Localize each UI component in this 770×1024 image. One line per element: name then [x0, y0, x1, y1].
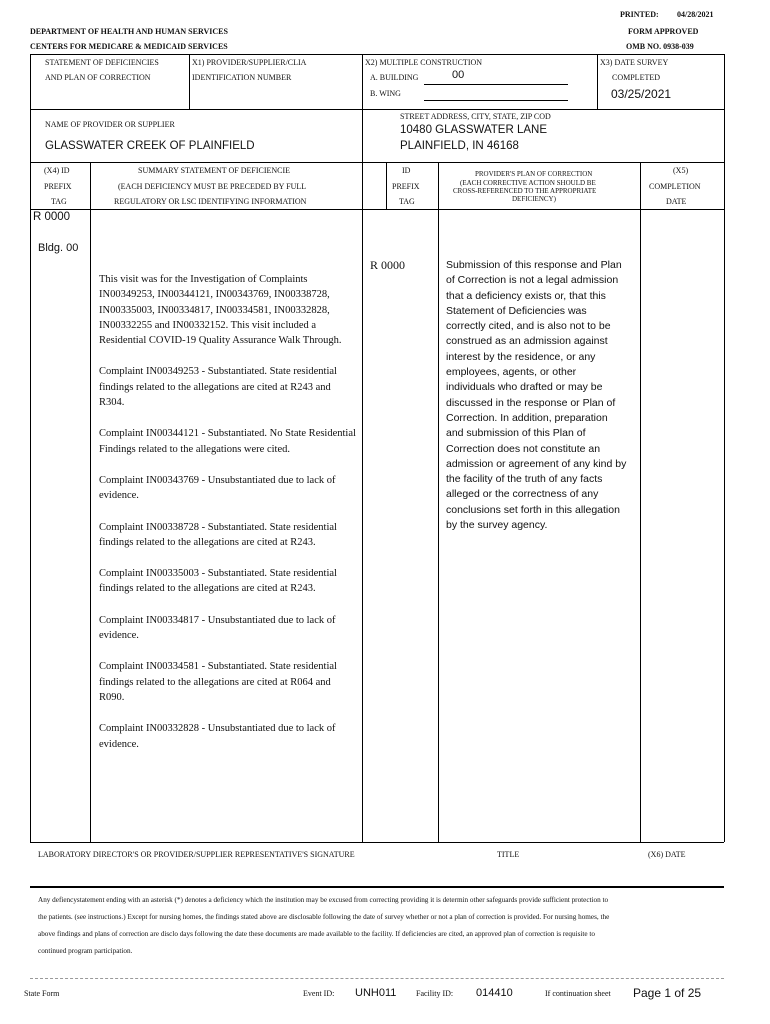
statement-label-1: STATEMENT OF DEFICIENCIES	[45, 58, 159, 67]
left-id-tag: R 0000	[33, 211, 71, 223]
id-label-1: ID	[402, 166, 411, 175]
address-line-1: 10480 GLASSWATER LANE	[400, 124, 548, 136]
printed-label: PRINTED:	[620, 10, 659, 19]
summary-paragraph: This visit was for the Investigation of Complaints IN00349253, IN00344121, IN00343769, IN00338728, IN00335003, IN00334817, IN00334581, IN00332828, IN00332255 and IN00332152. This visit included a Residential COVID-19 Quality Assurance Walk Through.	[99, 274, 342, 347]
summary-statement	[99, 272, 357, 768]
department-name: DEPARTMENT OF HEALTH AND HUMAN SERVICES	[30, 27, 228, 36]
title-label: TITLE	[497, 850, 520, 859]
plan-of-correction-text: Submission of this response and Plan of Correction is not a legal admission that a deficiency exists or, that this Statement of Deficiencies was correctly cited, and is also not to be construed as an admission against interest by the residence, or any employees, agents, or other individuals who drafted or may be discussed in the response or Plan of Correction. In addition, preparation and submission of this Plan of Correction does not constitute an admission or agreement of any kind by the facility of the truth of any facts alleged or the correctness of any conclusions set forth in this allegation by the survey agency.	[446, 259, 627, 532]
facility-id-label: Facility ID:	[416, 989, 454, 998]
signature-label: LABORATORY DIRECTOR'S OR PROVIDER/SUPPLIER REPRESENTATIVE'S SIGNATURE	[38, 850, 355, 859]
summary-paragraph: Complaint IN00349253 - Substantiated. State residential findings related to the allegations are cited at R243 and R304.	[99, 366, 337, 409]
summary-label-1: SUMMARY STATEMENT OF DEFICIENCIE	[138, 166, 291, 175]
x5-label-3: DATE	[666, 197, 687, 206]
state-form-label: State Form	[24, 989, 60, 998]
summary-paragraph: Complaint IN00334581 - Substantiated. State residential findings related to the allegations are cited at R064 and R090.	[99, 661, 337, 703]
x5-label-2: COMPLETION	[649, 182, 701, 191]
summary-paragraph: Complaint IN00344121 - Substantiated. No State Residential Findings related to the allegations were cited.	[99, 428, 356, 455]
date-label: (X6) DATE	[648, 850, 686, 859]
summary-paragraph: Complaint IN00343769 - Unsubstantiated due to lack of evidence.	[99, 474, 336, 502]
summary-label-3: REGULATORY OR LSC IDENTIFYING INFORMATION	[114, 197, 307, 206]
x1-label-2: IDENTIFICATION NUMBER	[192, 73, 292, 82]
statement-label-2: AND PLAN OF CORRECTION	[45, 73, 151, 82]
poc-label-2: (EACH CORRECTIVE ACTION SHOULD BE	[460, 179, 596, 187]
form-approved: FORM APPROVED	[628, 27, 699, 36]
omb-number: OMB NO. 0938-039	[626, 42, 694, 51]
summary-paragraph: Complaint IN00334817 - Unsubstantiated due to lack of evidence.	[99, 614, 336, 642]
id-label-2: PREFIX	[392, 182, 420, 191]
x2-label: X2) MULTIPLE CONSTRUCTION	[365, 58, 483, 67]
completed-label: COMPLETED	[612, 73, 660, 82]
x5-label-1: (X5)	[673, 166, 689, 175]
poc-label-3: CROSS-REFERENCED TO THE APPROPRIATE	[453, 187, 597, 195]
x4-label-1: (X4) ID	[44, 166, 70, 175]
poc-label-1: PROVIDER'S PLAN OF CORRECTION	[475, 170, 593, 178]
event-id-label: Event ID:	[303, 989, 335, 998]
summary-paragraph: Complaint IN00338728 - Substantiated. State residential findings related to the allegations are cited at R243.	[99, 521, 337, 548]
facility-id: 014410	[476, 987, 513, 999]
address-label: STREET ADDRESS, CITY, STATE, ZIP COD	[400, 112, 551, 121]
x4-label-2: PREFIX	[44, 182, 72, 191]
summary-label-2: (EACH DEFICIENCY MUST BE PRECEDED BY FULL	[118, 182, 307, 191]
poc-label-4: DEFICIENCY)	[512, 195, 556, 203]
id-label-3: TAG	[399, 197, 415, 206]
completed-date: 03/25/2021	[611, 87, 672, 101]
building-value: 00	[452, 69, 465, 81]
building-label: A. BUILDING	[370, 73, 419, 82]
event-id: UNH011	[355, 987, 397, 999]
x3-label: X3) DATE SURVEY	[600, 58, 669, 67]
provider-name-label: NAME OF PROVIDER OR SUPPLIER	[45, 120, 175, 129]
building-tag: Bldg. 00	[38, 242, 79, 254]
continuation-label: If continuation sheet	[545, 989, 611, 998]
provider-name: GLASSWATER CREEK OF PLAINFIELD	[45, 140, 255, 152]
printed-date: 04/28/2021	[677, 10, 714, 19]
x1-label-1: X1) PROVIDER/SUPPLIER/CLIA	[192, 58, 307, 67]
summary-paragraph: Complaint IN00335003 - Substantiated. State residential findings related to the allegations are cited at R243.	[99, 568, 337, 595]
summary-paragraph: Complaint IN00332828 - Unsubstantiated due to lack of evidence.	[99, 723, 336, 750]
right-id-tag: R 0000	[370, 258, 406, 272]
x4-label-3: TAG	[51, 197, 67, 206]
cms-name: CENTERS FOR MEDICARE & MEDICAID SERVICES	[30, 42, 228, 51]
address-line-2: PLAINFIELD, IN 46168	[400, 140, 519, 152]
disclaimer-text: Any defiencystatement ending with an asterisk (*) denotes a deficiency which the institution may be excused from correcting providing it is determin other safeguards provide sufficient protection to the patients. (see instructions.) Except for nursing homes, the findings stated above are disclosable following the date of survey whether or not a plan of correction is provided. For nursing homes, the above findings and plans of correction are disclo days following the date these documents are made available to the facility. If deficiencies are cited, an approved plan of correction is requisite to continued program participation.	[38, 896, 610, 955]
wing-label: B. WING	[370, 89, 401, 98]
page-number: Page 1 of 25	[633, 986, 702, 1000]
